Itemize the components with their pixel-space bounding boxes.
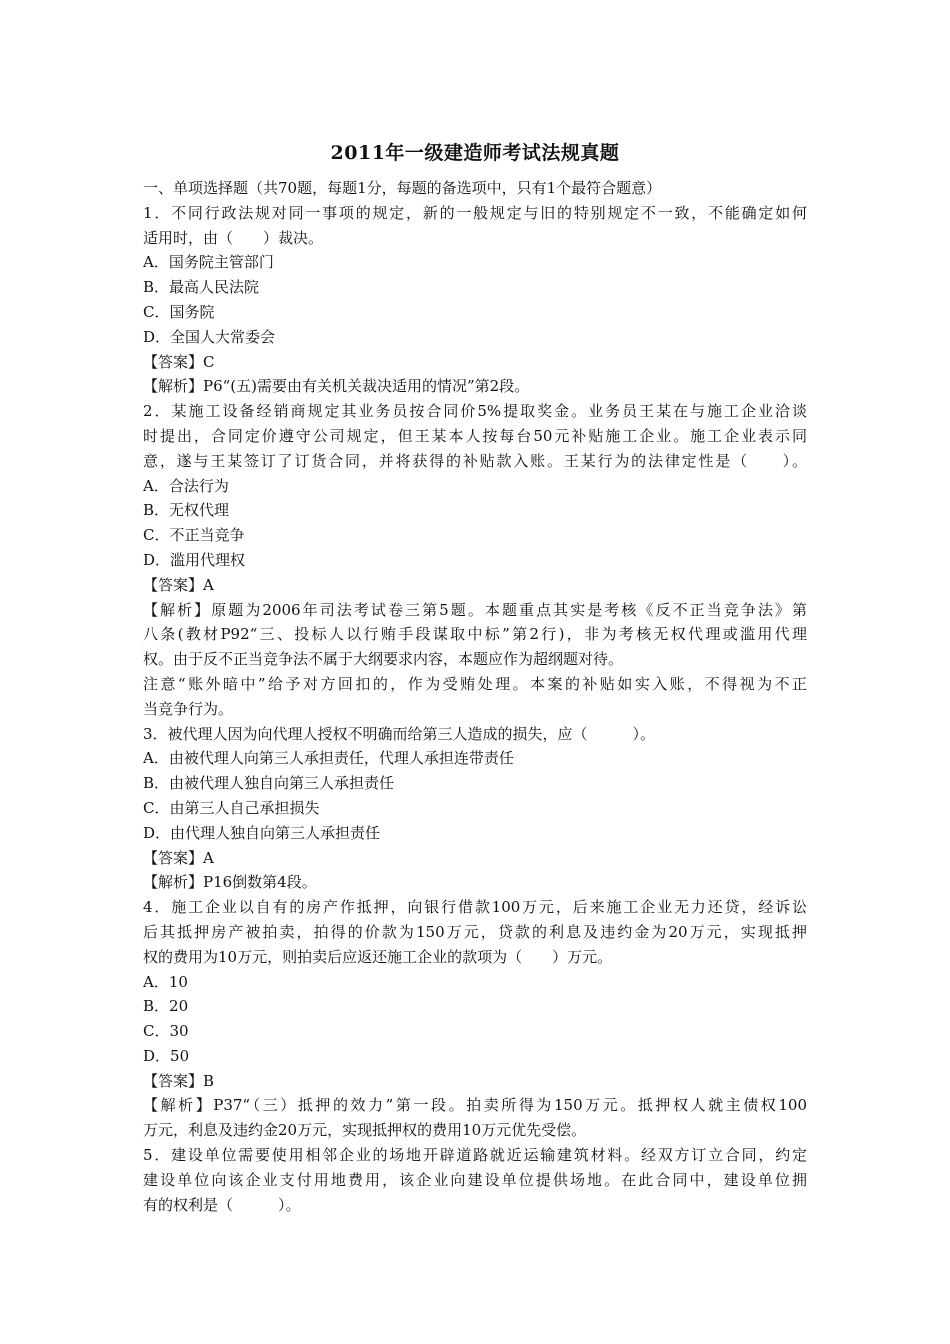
text-line: 权。由于反不正当竞争法不属于大纲要求内容，本题应作为超纲题对待。 — [143, 650, 624, 669]
text-line: 【答案】B — [143, 1071, 215, 1090]
text-line: 权的费用为10万元，则拍卖后应返还施工企业的款项为（ ）万元。 — [143, 947, 613, 966]
text-line: 【解析】P37“（三）抵押的效力”第一段。拍卖所得为150万元。抵押权人就主债权100 — [143, 1096, 807, 1115]
text-line: C．由第三人自己承担损失 — [143, 798, 320, 817]
text-line: B．20 — [143, 997, 189, 1016]
text-line: 【答案】A — [143, 575, 214, 594]
text-line: 后其抵押房产被拍卖，拍得的价款为150万元，贷款的利息及违约金为20万元，实现抵押 — [143, 922, 807, 941]
text-line: 5．建设单位需要使用相邻企业的场地开辟道路就近运输建筑材料。经双方订立合同，约定 — [143, 1146, 807, 1165]
text-line: 【答案】A — [143, 848, 214, 867]
text-line: C．国务院 — [143, 302, 215, 321]
text-line: D．50 — [143, 1046, 190, 1065]
text-line: 【解析】P6“(五)需要由有关机关裁决适用的情况”第2段。 — [143, 377, 530, 396]
text-line: C．30 — [143, 1022, 189, 1041]
text-line: C．不正当竞争 — [143, 526, 245, 545]
text-line: 时提出，合同定价遵守公司规定，但王某本人按每台50元补贴施工企业。施工企业表示同 — [143, 426, 807, 445]
text-line: 【解析】P16倒数第4段。 — [143, 873, 317, 892]
text-line: D．由代理人独自向第三人承担责任 — [143, 823, 381, 842]
text-line: B．由被代理人独自向第三人承担责任 — [143, 774, 395, 793]
text-line: B．无权代理 — [143, 501, 230, 520]
text-line: B．最高人民法院 — [143, 278, 260, 297]
text-line: A．由被代理人向第三人承担责任，代理人承担连带责任 — [143, 749, 514, 768]
text-line: 【答案】C — [143, 352, 215, 371]
text-line: A．国务院主管部门 — [143, 253, 274, 272]
text-line: 1．不同行政法规对同一事项的规定，新的一般规定与旧的特别规定不一致，不能确定如何 — [143, 203, 807, 222]
text-line: 万元，利息及违约金20万元，实现抵押权的费用10万元优先受偿。 — [143, 1121, 587, 1140]
text-line: D．全国人大常委会 — [143, 327, 276, 346]
text-line: 八条(教材P92“三、投标人以行贿手段谋取中标”第2行)，非为考核无权代理或滥用代理 — [143, 625, 807, 644]
text-line: D．滥用代理权 — [143, 550, 246, 569]
text-line: 一、单项选择题（共70题，每题1分，每题的备选项中，只有1个最符合题意） — [143, 179, 662, 197]
document-body — [143, 176, 807, 1217]
text-line: 适用时，由（ ）裁决。 — [143, 228, 324, 247]
text-line: 意，遂与王某签订了订货合同，并将获得的补贴款入账。王某行为的法律定性是（ ）。 — [143, 451, 807, 470]
text-line: A．10 — [143, 972, 188, 991]
text-line: 2．某施工设备经销商规定其业务员按合同价5%提取奖金。业务员王某在与施工企业洽谈 — [143, 402, 807, 421]
text-line: 4．施工企业以自有的房产作抵押，向银行借款100万元，后来施工企业无力还贷，经诉讼 — [143, 898, 807, 917]
text-line: 3．被代理人因为向代理人授权不明确而给第三人造成的损失，应（ ）。 — [143, 724, 656, 743]
text-line: 当竞争行为。 — [143, 699, 234, 718]
text-line: 有的权利是（ ）。 — [143, 1195, 301, 1214]
text-line: A．合法行为 — [143, 476, 229, 495]
text-line: 建设单位向该企业支付用地费用，该企业向建设单位提供场地。在此合同中，建设单位拥 — [143, 1170, 807, 1189]
text-line: 注意“账外暗中”给予对方回扣的，作为受贿处理。本案的补贴如实入账，不得视为不正 — [143, 674, 807, 693]
text-line: 【解析】原题为2006年司法考试卷三第5题。本题重点其实是考核《反不正当竞争法》第 — [143, 600, 807, 619]
document-title: 2011年一级建造师考试法规真题 — [330, 142, 620, 164]
